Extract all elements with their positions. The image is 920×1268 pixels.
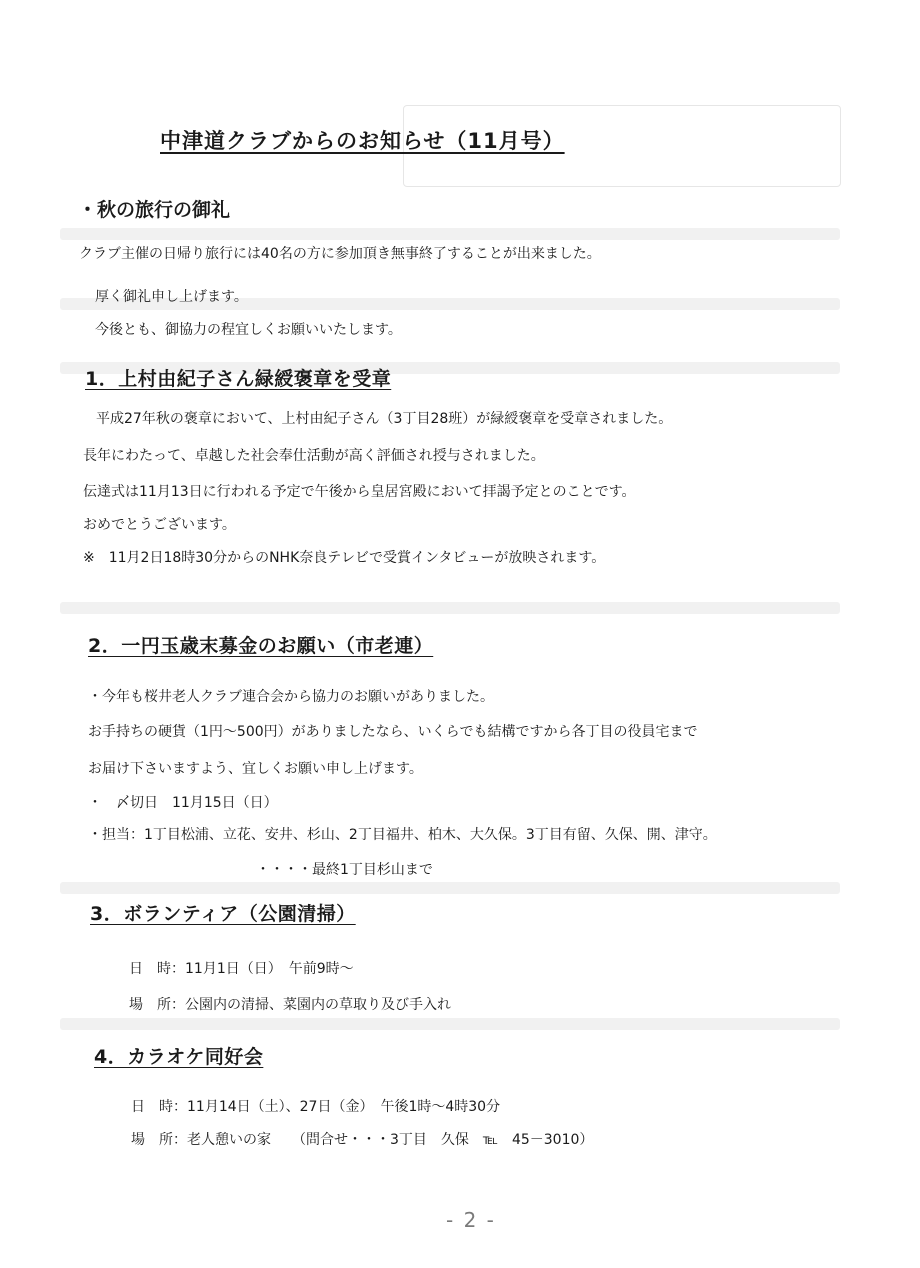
award-line: 平成27年秋の褒章において、上村由紀子さん（3丁目28班）が緑綬褒章を受章されました。 bbox=[96, 411, 673, 427]
award-line: 長年にわたって、卓越した社会奉仕活動が高く評価され授与されました。 bbox=[83, 448, 545, 464]
thanks-line: 今後とも、御協力の程宜しくお願いいたします。 bbox=[95, 322, 402, 338]
show-through-line bbox=[60, 1018, 840, 1030]
show-through-line bbox=[60, 228, 840, 240]
thanks-heading: ・秋の旅行の御礼 bbox=[78, 199, 231, 221]
thanks-line: クラブ主催の日帰り旅行には40名の方に参加頂き無事終了することが出来ました。 bbox=[79, 246, 601, 262]
page-number: - 2 - bbox=[446, 1208, 496, 1232]
karaoke-date: 日 時：11月14日（土）、27日（金） 午後1時～4時30分 bbox=[131, 1099, 501, 1115]
donation-heading: 2．一円玉歳末募金のお願い（市老連） bbox=[88, 635, 434, 657]
thanks-line: 厚く御礼申し上げます。 bbox=[95, 289, 248, 305]
volunteer-date: 日 時：11月1日（日） 午前9時～ bbox=[129, 961, 354, 977]
show-through-line bbox=[60, 882, 840, 894]
volunteer-place: 場 所：公園内の清掃、菜園内の草取り及び手入れ bbox=[129, 997, 451, 1013]
karaoke-place: 場 所：老人憩いの家 （問合せ・・・3丁目 久保 ℡ 45－3010） bbox=[131, 1132, 594, 1148]
award-heading: 1．上村由紀子さん緑綬褒章を受章 bbox=[85, 368, 392, 390]
donation-line: お手持ちの硬貨（1円～500円）がありましたなら、いくらでも結構ですから各丁目の役員宅まで bbox=[88, 724, 698, 740]
award-note: ※ 11月2日18時30分からのNHK奈良テレビで受賞インタビューが放映されます。 bbox=[83, 550, 606, 566]
page-title: 中津道クラブからのお知らせ（11月号） bbox=[160, 129, 565, 153]
donation-deadline: ・ 〆切日 11月15日（日） bbox=[88, 795, 278, 811]
volunteer-heading: 3．ボランティア（公園清掃） bbox=[90, 903, 356, 925]
donation-line: ・今年も桜井老人クラブ連合会から協力のお願いがありました。 bbox=[88, 689, 494, 705]
donation-line: お届け下さいますよう、宜しくお願い申し上げます。 bbox=[88, 761, 423, 777]
award-line: おめでとうございます。 bbox=[83, 517, 236, 533]
karaoke-heading: 4．カラオケ同好会 bbox=[94, 1046, 264, 1068]
donation-final: ・・・・最終1丁目杉山まで bbox=[256, 862, 433, 878]
award-line: 伝達式は11月13日に行われる予定で午後から皇居宮殿において拝謁予定とのことです。 bbox=[83, 484, 636, 500]
show-through-line bbox=[60, 602, 840, 614]
donation-contacts: ・担当：1丁目松浦、立花、安井、杉山、2丁目福井、柏木、大久保。3丁目有留、久保、開、津守。 bbox=[88, 827, 717, 843]
